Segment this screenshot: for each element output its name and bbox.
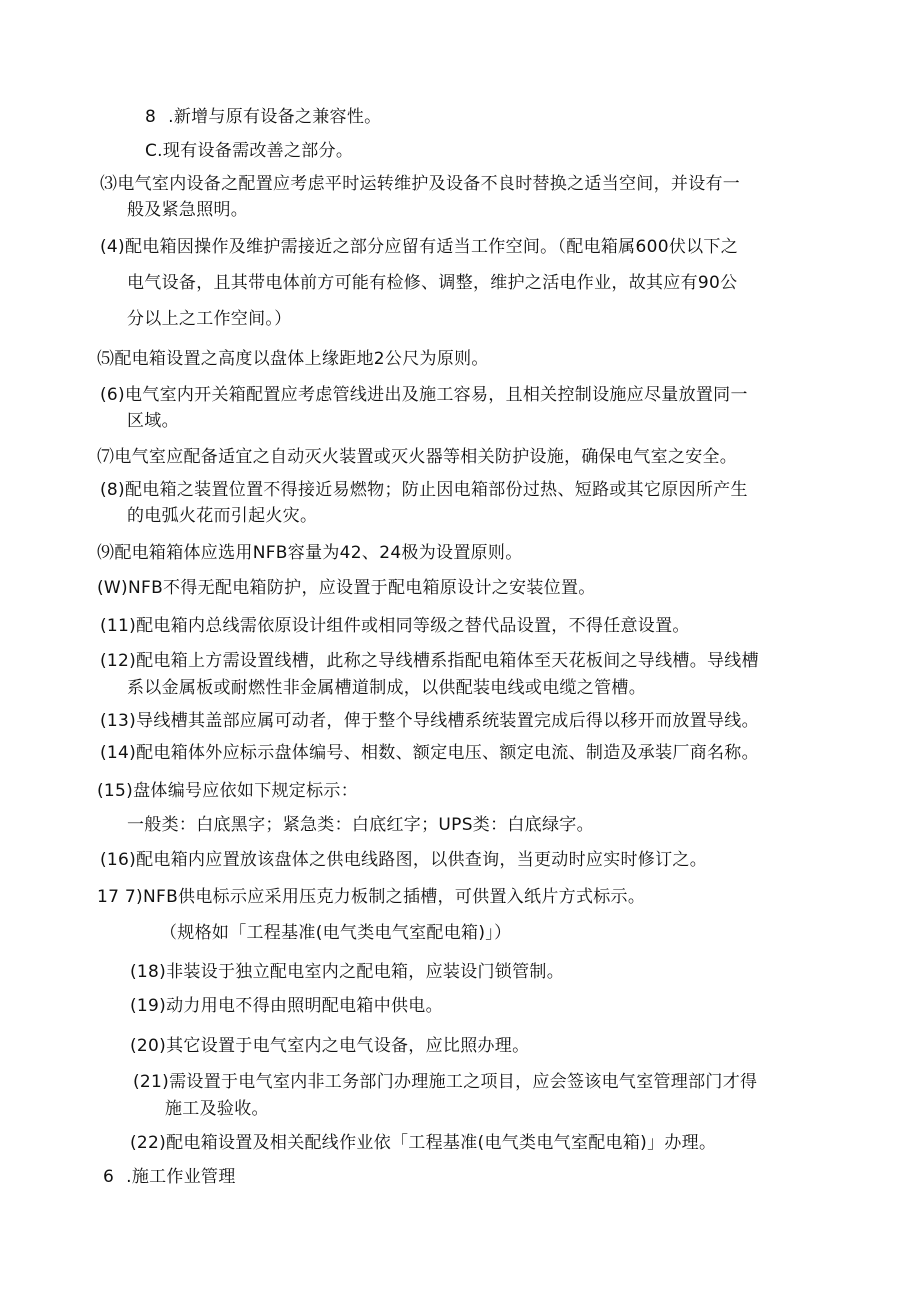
item-marker: (19) (130, 996, 167, 1016)
item-8b (100, 479, 748, 501)
item-16 (100, 849, 707, 871)
item-20 (130, 1035, 529, 1057)
item-18 (130, 961, 564, 983)
item-text: 电气设备，且其带电体前方可能有检修、调整，维护之活电作业，故其应有90公 (127, 273, 738, 293)
item-17 (97, 886, 645, 908)
item-text: 配电箱设置之高度以盘体上缘距地2公尺为原则。 (114, 349, 489, 369)
item-text: 其它设置于电气室内之电气设备，应比照办理。 (166, 1036, 530, 1056)
item-text: 电气室内设备之配置应考虑平时运转维护及设备不良时替换之适当空间，并设有一 (117, 174, 741, 194)
item-10 (97, 577, 596, 599)
item-marker: (13) (100, 711, 137, 731)
item-text: .新增与原有设备之兼容性。 (168, 107, 382, 127)
item-13 (100, 710, 759, 732)
item-8b-cont (127, 505, 317, 527)
item-6 (100, 384, 748, 406)
item-4-cont (127, 272, 737, 294)
item-17-cont (160, 922, 511, 944)
item-4-cont (127, 308, 292, 330)
item-marker: 8 (145, 107, 157, 127)
item-marker: ⑼ (97, 543, 115, 563)
item-marker: 6 (103, 1167, 115, 1187)
item-text: 分以上之工作空间。） (127, 309, 292, 329)
item-14 (100, 742, 759, 764)
item-text: 施工及验收。 (165, 1099, 269, 1119)
item-marker: (4) (100, 237, 125, 257)
item-text: 电气室内开关箱配置应考虑管线进出及施工容易，且相关控制设施应尽量放置同一 (124, 385, 748, 405)
item-marker: 17 7) (97, 887, 143, 907)
item-marker: (21) (133, 1072, 170, 1092)
item-marker: (6) (100, 385, 125, 405)
item-text: 配电箱箱体应选用NFB容量为42、24极为设置原则。 (114, 543, 523, 563)
item-text: 盘体编号应依如下规定标示： (133, 781, 359, 801)
item-marker: (12) (100, 651, 137, 671)
item-marker: (20) (130, 1036, 167, 1056)
item-text: .施工作业管理 (126, 1167, 236, 1187)
item-text: 电气室应配备适宜之自动灭火装置或灭火器等相关防护设施，确保电气室之安全。 (114, 447, 738, 467)
item-text: （规格如「工程基准(电气类电气室配电箱)」） (160, 923, 512, 943)
item-text: 配电箱内总线需依原设计组件或相同等级之替代品设置，不得任意设置。 (136, 616, 690, 636)
section-6-heading (103, 1166, 236, 1188)
item-22 (130, 1132, 716, 1154)
item-11 (100, 615, 690, 637)
item-15 (97, 780, 358, 802)
item-text: 配电箱设置及相关配线作业依「工程基准(电气类电气室配电箱)」办理。 (166, 1133, 717, 1153)
item-text: NFB供电标示应采用压克力板制之插槽，可供置入纸片方式标示。 (142, 887, 646, 907)
item-c (145, 140, 353, 162)
item-marker: (15) (97, 781, 134, 801)
item-marker: (14) (100, 743, 137, 763)
item-text: 般及紧急照明。 (127, 200, 249, 220)
item-text: 配电箱因操作及维护需接近之部分应留有适当工作空间。（配电箱属600伏以下之 (124, 237, 739, 257)
item-7 (97, 446, 737, 468)
item-marker: (W) (97, 578, 128, 598)
item-12 (100, 650, 759, 672)
item-6-cont (127, 410, 179, 432)
item-marker: (22) (130, 1133, 167, 1153)
item-text: 动力用电不得由照明配电箱中供电。 (166, 996, 443, 1016)
item-text: NFB不得无配电箱防护，应设置于配电箱原设计之安装位置。 (127, 578, 596, 598)
item-text: 一般类：白底黑字；紧急类：白底红字；UPS类：白底绿字。 (127, 815, 594, 835)
item-15-cont (127, 814, 594, 836)
item-marker: (11) (100, 616, 137, 636)
item-text: 配电箱内应置放该盘体之供电线路图，以供查询，当更动时应实时修订之。 (136, 850, 708, 870)
item-text: 非装设于独立配电室内之配电箱，应装设门锁管制。 (166, 962, 565, 982)
item-text: C.现有设备需改善之部分。 (145, 141, 354, 161)
item-9 (97, 542, 523, 564)
item-8 (145, 106, 381, 128)
item-marker: ⑶ (100, 174, 118, 194)
item-21 (133, 1071, 757, 1093)
item-marker: ⑸ (97, 349, 115, 369)
item-marker: (16) (100, 850, 137, 870)
item-text: 区域。 (127, 411, 179, 431)
item-text: 系以金属板或耐燃性非金属槽道制成，以供配装电线或电缆之管槽。 (127, 678, 646, 698)
item-21-cont (165, 1098, 269, 1120)
item-3-cont (127, 199, 248, 221)
item-4 (100, 236, 738, 258)
item-text: 配电箱之装置位置不得接近易燃物；防止因电箱部份过热、短路或其它原因所产生 (124, 480, 748, 500)
item-text: 需设置于电气室内非工务部门办理施工之项目，应会签该电气室管理部门才得 (169, 1072, 758, 1092)
item-text: 配电箱上方需设置线槽，此称之导线槽系指配电箱体至天花板间之导线槽。导线槽 (136, 651, 759, 671)
item-3 (100, 173, 740, 195)
item-5 (97, 348, 489, 370)
item-marker: (8) (100, 480, 125, 500)
item-text: 配电箱体外应标示盘体编号、相数、额定电压、额定电流、制造及承装厂商名称。 (136, 743, 759, 763)
item-marker: ⑺ (97, 447, 115, 467)
item-12-cont (127, 677, 646, 699)
item-marker: (18) (130, 962, 167, 982)
item-19 (130, 995, 443, 1017)
item-text: 的电弧火花而引起火灾。 (127, 506, 318, 526)
item-text: 导线槽其盖部应属可动者，俾于整个导线槽系统装置完成后得以移开而放置导线。 (136, 711, 759, 731)
